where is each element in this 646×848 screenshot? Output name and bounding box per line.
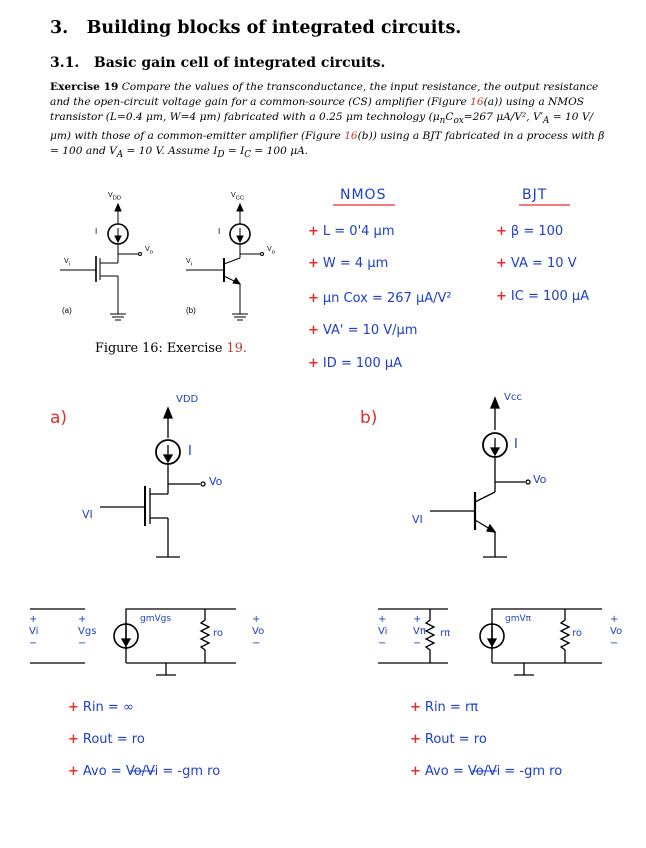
- label-i-b: I: [218, 227, 221, 236]
- caption-exercise-ref[interactable]: 19.: [226, 341, 247, 356]
- label-vi-b: $V_i$: [186, 258, 192, 268]
- nmos-item-mucox: + μn Cox = 267 μA/V²: [308, 291, 452, 306]
- circuit-b: [430, 398, 530, 557]
- figure-16-schematic: [60, 204, 264, 320]
- ss-a-vi: + Vi −: [29, 614, 39, 649]
- bjt-item-ic: + IC = 100 μA: [496, 289, 590, 304]
- bjt-header: BJT: [522, 187, 548, 203]
- result-b-rout: + Rout = ro: [410, 732, 487, 747]
- subsection-title: 3.1. Basic gain cell of integrated circuits.: [50, 55, 386, 71]
- ss-b-ro: ro: [572, 628, 583, 639]
- label-vdd: $V_{DD}$: [108, 192, 122, 202]
- circuit-a-label: a): [50, 408, 68, 428]
- result-b-avo: + Avo = Vo/Vi = -gm ro: [410, 764, 563, 779]
- ss-b-vo: + Vo −: [610, 614, 623, 649]
- nmos-item-l: + L = 0'4 μm: [308, 224, 395, 239]
- result-a-avo: + Avo = Vo/Vi = -gm ro: [68, 764, 221, 779]
- figure-caption: Figure 16: Exercise 19.: [95, 341, 247, 356]
- ss-b-rpi: rπ: [440, 628, 451, 639]
- small-signal-b: [378, 609, 602, 675]
- label-i-a: I: [95, 227, 98, 236]
- ss-a-gm: gmVgs: [140, 614, 172, 624]
- result-a-rout: + Rout = ro: [68, 732, 145, 747]
- circuit-a-vo: Vo: [209, 475, 223, 488]
- circuit-b-label: b): [360, 408, 378, 428]
- circuit-b-vcc: Vcc: [504, 392, 522, 403]
- ss-b-vi: + Vi −: [378, 614, 388, 649]
- circuit-a: [100, 408, 205, 557]
- result-b-rin: + Rin = rπ: [410, 700, 479, 715]
- nmos-item-va: + VA' = 10 V/μm: [308, 323, 418, 338]
- label-b: (b): [186, 306, 196, 315]
- circuit-a-vi: VI: [82, 508, 93, 521]
- circuit-b-vo: Vo: [533, 473, 547, 486]
- bjt-item-beta: + β = 100: [496, 224, 564, 239]
- result-a-rin: + Rin = ∞: [68, 700, 134, 715]
- label-a: (a): [62, 306, 72, 315]
- label-vo-a: $V_o$: [145, 246, 153, 256]
- nmos-item-id: + ID = 100 μA: [308, 356, 403, 371]
- label-vo-b: $V_o$: [267, 246, 275, 256]
- bjt-item-va: + VA = 10 V: [496, 256, 577, 271]
- exercise-text: Exercise 19 Compare the values of the transconductance, the input resistance, the output resistance and the open-circuit voltage gain for a common-source (CS) amplifier (Figure 16(a)) using a NMOS transistor (L=0.4 μm, W=4 μm) fabricated with a 0.25 μm technology ($\mu_nC_{ox}=267$ μA/V², $V'_A = 10$ V/μm) with those of a common-emitter amplifier (Figure 16(b)) using a BJT fabricated in a process with β = 100 and $V_A = 10$ V. Assume $I_D = I_C = 100$ μA.: [50, 81, 605, 161]
- exercise-label: Exercise 19: [50, 81, 119, 93]
- section-title: 3. Building blocks of integrated circuits.: [50, 18, 462, 38]
- circuit-b-i: I: [514, 437, 518, 452]
- nmos-header: NMOS: [340, 187, 387, 203]
- figure-ref-a[interactable]: 16: [470, 96, 484, 108]
- ss-a-ro: ro: [213, 628, 224, 639]
- ss-b-gm: gmVπ: [505, 614, 532, 624]
- label-vi-a: $V_i$: [64, 258, 70, 268]
- ss-a-vgs: + Vgs −: [78, 614, 97, 649]
- small-signal-a: [30, 609, 236, 675]
- figure-ref-b[interactable]: 16: [344, 130, 358, 143]
- ss-b-vpi: + Vπ −: [413, 614, 426, 649]
- circuit-a-i: I: [188, 444, 192, 459]
- nmos-item-w: + W = 4 μm: [308, 256, 389, 271]
- circuit-a-vdd: VDD: [176, 394, 199, 405]
- ss-a-vo: + Vo −: [252, 614, 265, 649]
- label-vcc: $V_{CC}$: [231, 192, 245, 202]
- circuit-b-vi: VI: [412, 513, 423, 526]
